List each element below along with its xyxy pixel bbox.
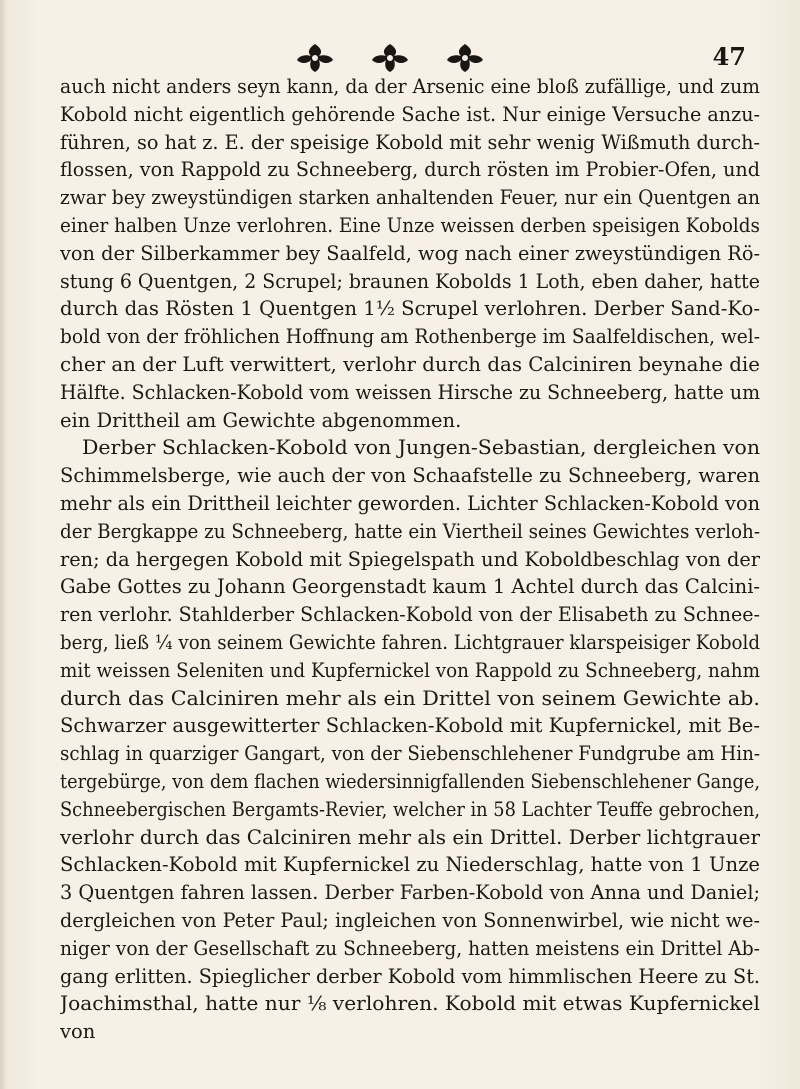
text-line: mit weissen Seleniten und Kupfernickel von Rappold zu Schneeberg, nahm	[60, 658, 760, 682]
text-line: führen, so hat z. E. der speisige Kobold mit sehr wenig Wißmuth durch-	[60, 130, 760, 154]
text-line: ren verlohr. Stahlderber Schlacken-Kobold von der Elisabeth zu Schnee-	[60, 603, 760, 627]
text-line: verlohr durch das Calciniren mehr als ein Drittel. Derber lichtgrauer	[60, 825, 760, 849]
text-line: Hälfte. Schlacken-Kobold vom weissen Hirsche zu Schneeberg, hatte um	[60, 380, 760, 404]
fleuron-ornament-icon	[445, 42, 485, 74]
text-line: schlag in quarziger Gangart, von der Siebenschlehener Fundgrube am Hin-	[60, 742, 760, 766]
page-number: 47	[712, 42, 746, 71]
text-line: 3 Quentgen fahren lassen. Derber Farben-Kobold von Anna und Daniel;	[60, 881, 760, 905]
fleuron-ornament-icon	[295, 42, 335, 74]
text-line: berg, ließ ¼ von seinem Gewichte fahren. Lichtgrauer klarspeisiger Kobold	[60, 630, 760, 654]
text-line: einer halben Unze verlohren. Eine Unze weissen derben speisigen Kobolds	[60, 213, 760, 237]
text-line: Derber Schlacken-Kobold von Jungen-Sebastian, dergleichen von	[82, 436, 760, 460]
page-edge	[0, 0, 6, 1089]
text-line: von	[60, 1020, 96, 1044]
text-line: Kobold nicht eigentlich gehörende Sache ist. Nur einige Versuche anzu-	[60, 102, 760, 126]
text-line: ren; da hergegen Kobold mit Spiegelspath und Koboldbeschlag von der	[60, 547, 760, 571]
text-line: auch nicht anders seyn kann, da der Arsenic eine bloß zufällige, und zum	[60, 75, 760, 98]
text-line: flossen, von Rappold zu Schneeberg, durch rösten im Probier-Ofen, und	[60, 158, 760, 182]
text-line: ein Drittheil am Gewichte abgenommen.	[60, 408, 462, 432]
text-line: mehr als ein Drittheil leichter geworden. Lichter Schlacken-Kobold von	[60, 491, 760, 515]
text-line: der Bergkappe zu Schneeberg, hatte ein Viertheil seines Gewichtes verloh-	[60, 519, 760, 543]
text-line: stung 6 Quentgen, 2 Scrupel; braunen Kobolds 1 Loth, eben daher, hatte	[60, 269, 760, 293]
text-line: bold von der fröhlichen Hoffnung am Rothenberge im Saalfeldischen, wel-	[60, 325, 760, 349]
header-ornaments	[295, 40, 485, 76]
text-line: gang erlitten. Spieglicher derber Kobold vom himmlischen Heere zu St.	[60, 964, 760, 988]
text-line: durch das Calciniren mehr als ein Drittel von seinem Gewichte ab.	[60, 686, 760, 710]
text-line: Schlacken-Kobold mit Kupfernickel zu Niederschlag, hatte von 1 Unze	[60, 853, 760, 877]
text-line: Schimmelsberge, wie auch der von Schaafstelle zu Schneeberg, waren	[60, 464, 760, 488]
text-line: niger von der Gesellschaft zu Schneeberg, hatten meistens ein Drittel Ab-	[60, 936, 760, 960]
text-line: tergebürge, von dem flachen wiedersinnigfallenden Siebenschlehener Gange,	[60, 769, 760, 793]
text-line: Schneebergischen Bergamts-Revier, welcher in 58 Lachter Teuffe gebrochen,	[60, 797, 760, 821]
text-line: cher an der Luft verwittert, verlohr durch das Calciniren beynahe die	[60, 352, 760, 376]
text-line: von der Silberkammer bey Saalfeld, wog nach einer zweystündigen Rö-	[60, 241, 760, 265]
text-line: dergleichen von Peter Paul; ingleichen von Sonnenwirbel, wie nicht we-	[60, 908, 760, 932]
text-line: durch das Rösten 1 Quentgen 1½ Scrupel verlohren. Derber Sand-Ko-	[60, 297, 760, 321]
text-line: Schwarzer ausgewitterter Schlacken-Kobold mit Kupfernickel, mit Be-	[60, 714, 760, 738]
fleuron-ornament-icon	[370, 42, 410, 74]
text-line: zwar bey zweystündigen starken anhaltenden Feuer, nur ein Quentgen an	[60, 186, 760, 210]
text-line: Gabe Gottes zu Johann Georgenstadt kaum 1 Achtel durch das Calcini-	[60, 575, 760, 599]
text-line: Joachimsthal, hatte nur ⅛ verlohren. Kobold mit etwas Kupfernickel	[60, 992, 760, 1016]
body-text	[60, 73, 760, 1046]
